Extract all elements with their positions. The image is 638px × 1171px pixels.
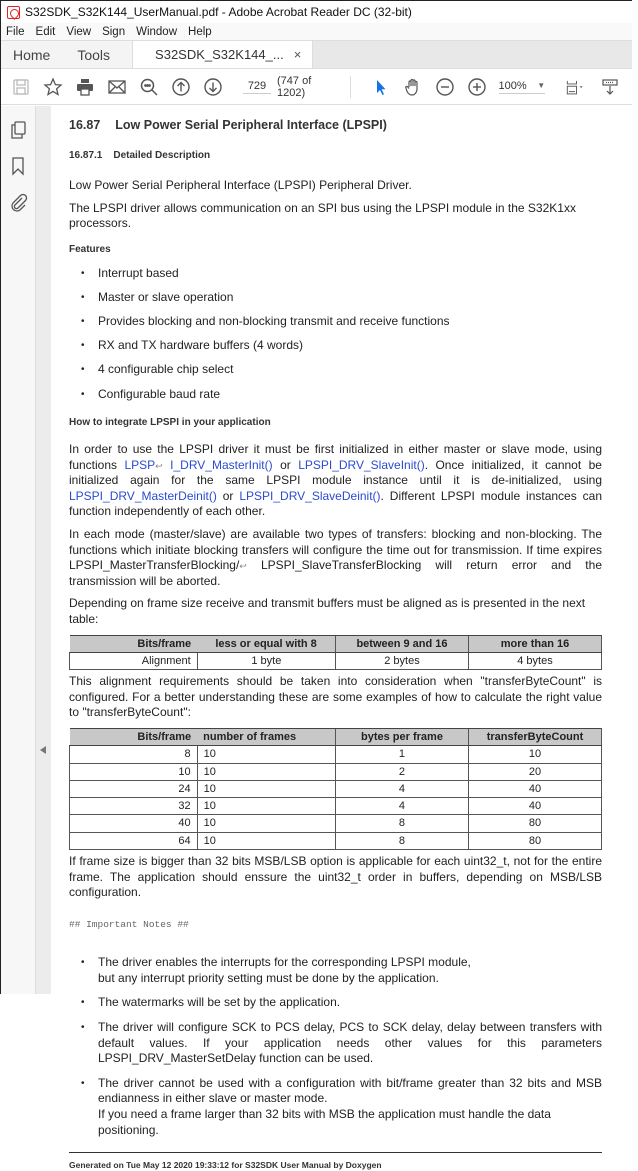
- link-master-deinit[interactable]: LPSPI_DRV_MasterDeinit(): [69, 488, 217, 503]
- page-up-icon[interactable]: [171, 76, 191, 98]
- footer-divider: [69, 1152, 602, 1153]
- table-cell: 20: [468, 763, 601, 780]
- alignment-table: [69, 635, 602, 671]
- howto-heading: How to integrate LPSPI in your application: [69, 417, 271, 429]
- howto-paragraph-3: Depending on frame size receive and transmit buffers must be aligned as is presented in the next table:: [69, 596, 586, 627]
- title-bar: [1, 1, 632, 23]
- list-item: [81, 1020, 602, 1067]
- table-cell: 10: [197, 746, 335, 763]
- toolbar: [1, 68, 632, 105]
- section-title: Low Power Serial Peripheral Interface (LPSPI): [115, 118, 387, 132]
- section-heading: [69, 117, 602, 133]
- menu-help[interactable]: Help: [188, 25, 212, 38]
- table-cell: 40: [468, 780, 601, 797]
- menu-view[interactable]: View: [66, 25, 92, 38]
- zoom-out-icon[interactable]: [435, 76, 455, 98]
- table-cell: 80: [468, 832, 601, 849]
- table-header: between 9 and 16: [335, 635, 468, 652]
- line-continuation-icon: ↩: [239, 561, 247, 572]
- list-item: [81, 995, 602, 1011]
- text-run: . Once initialized, it cannot be initialized again for the same LPSPI module instance until it is de-initialized, using: [69, 457, 602, 488]
- list-item: • 4 configurable chip select: [81, 362, 602, 378]
- select-cursor-icon[interactable]: [371, 76, 391, 98]
- link-slave-deinit[interactable]: LPSPI_DRV_SlaveDeinit(): [239, 488, 381, 503]
- chevron-down-icon: ▼: [537, 81, 546, 90]
- section-number: 16.87: [69, 118, 101, 132]
- table-cell: 8: [70, 746, 198, 763]
- table-cell: 4 bytes: [468, 652, 601, 669]
- note-line: The driver will configure SCK to PCS delay, PCS to SCK delay, delay between transfers with default values. If your application needs other values for this parameters LPSPI_DRV_MasterSetDelay function can be used.: [98, 1019, 602, 1066]
- features-list: [81, 266, 602, 402]
- page-thumbnails-icon[interactable]: [8, 120, 28, 140]
- print-icon[interactable]: [75, 76, 95, 98]
- list-item: [81, 955, 602, 986]
- table-row: [70, 798, 602, 815]
- link-slave-init[interactable]: LPSPI_DRV_SlaveInit(): [298, 457, 425, 472]
- table-header: Bits/frame: [70, 729, 198, 746]
- list-item: • Master or slave operation: [81, 290, 602, 306]
- table-cell: 40: [468, 798, 601, 815]
- menu-file[interactable]: File: [6, 25, 25, 38]
- table-cell: 80: [468, 815, 601, 832]
- subsection-heading: [69, 149, 602, 162]
- zoom-level-value: 100%: [498, 79, 527, 92]
- menu-edit[interactable]: Edit: [35, 25, 56, 38]
- table-cell: 10: [468, 746, 601, 763]
- tab-tools[interactable]: Tools: [63, 41, 132, 68]
- bookmarks-icon[interactable]: [8, 156, 28, 176]
- text-run: In each mode (master/slave) are available two types of transfers: blocking and non-blocking. The functions which initiate blocking transfers will configure the time out for transmission. If time expires LPSPI_MasterTransferBlocking/: [69, 527, 602, 573]
- menu-sign[interactable]: Sign: [102, 25, 126, 38]
- table-header: bytes per frame: [335, 729, 468, 746]
- note-line: but any interrupt priority setting must be done by the application.: [98, 970, 439, 985]
- table-cell: 2: [335, 763, 468, 780]
- howto-paragraph-2: [69, 527, 602, 589]
- table-cell: 32: [70, 798, 198, 815]
- menu-bar: [1, 23, 632, 40]
- text-run: or: [216, 488, 240, 503]
- table-header: more than 16: [468, 635, 601, 652]
- page-footer: Generated on Tue May 12 2020 19:33:12 for S32SDK User Manual by Doxygen: [69, 1160, 382, 1171]
- text-run: or: [272, 457, 299, 472]
- link-text: I_DRV_MasterInit(): [170, 457, 273, 472]
- note-line: The driver enables the interrupts for the corresponding LPSPI module,: [98, 955, 471, 970]
- example-table: [69, 728, 602, 850]
- text-run: LPSPI_SlaveTransferBlocking will return error and the transmission will be aborted.: [69, 558, 602, 588]
- navigation-pane: [1, 106, 36, 994]
- list-item: • Interrupt based: [81, 266, 602, 282]
- notes-list: [81, 955, 602, 1138]
- table-cell: 10: [197, 763, 335, 780]
- table-cell: 40: [70, 815, 198, 832]
- list-item: • Provides blocking and non-blocking transmit and receive functions: [81, 314, 602, 330]
- table-row: [70, 746, 602, 763]
- tab-document[interactable]: [132, 41, 313, 68]
- table-header: less or equal with 8: [197, 635, 335, 652]
- content-area: [1, 106, 632, 1171]
- features-heading: Features: [69, 244, 111, 256]
- search-icon[interactable]: [139, 76, 159, 98]
- page-count: (747 of 1202): [277, 74, 312, 99]
- table-cell: 8: [335, 832, 468, 849]
- toolbar-divider: [350, 76, 351, 98]
- subsection-title: Detailed Description: [113, 150, 211, 162]
- table-cell: 10: [197, 815, 335, 832]
- menu-window[interactable]: Window: [136, 25, 178, 38]
- side-panel-gutter: [36, 106, 51, 994]
- table-row: [70, 652, 602, 669]
- table-row: [70, 815, 602, 832]
- table-cell: 24: [70, 780, 198, 797]
- zoom-in-icon[interactable]: [467, 76, 487, 98]
- howto-paragraph-1: [69, 442, 602, 520]
- alignment-note: This alignment requirements should be taken into consideration when "transferByteCount" is configured. For a better understanding these are some examples of how to calculate the right value to "transferByteCount":: [69, 674, 602, 720]
- table-row: [70, 763, 602, 780]
- list-item: • RX and TX hardware buffers (4 words): [81, 338, 602, 354]
- tab-bar: [1, 40, 632, 68]
- document-tab-label: S32SDK_S32K144_...: [155, 47, 284, 62]
- table-header: number of frames: [197, 729, 335, 746]
- frame-size-note: If frame size is bigger than 32 bits MSB/LSB option is applicable for each uint32_t, not for the entire frame. The application should enssure the uint32_t order in buffers, depending on MSB/LSB configuration.: [69, 854, 602, 900]
- note-line: If you need a frame larger than 32 bits with MSB the application must handle the data positioning.: [98, 1106, 551, 1137]
- text-run: . Different LPSPI module instances can function independently of each other.: [69, 488, 602, 519]
- table-header: transferByteCount: [468, 729, 601, 746]
- table-cell: 1 byte: [197, 652, 335, 669]
- subsection-number: 16.87.1: [69, 150, 103, 162]
- text-run: In order to use the LPSPI driver it must be first initialized in either master or slave mode, using functions: [69, 442, 602, 472]
- table-cell: 8: [335, 815, 468, 832]
- table-cell: 1: [335, 746, 468, 763]
- bookmark-star-icon[interactable]: [43, 76, 63, 98]
- scrolling-mode-icon[interactable]: [600, 76, 620, 98]
- important-notes-heading: ## Important Notes ##: [69, 918, 189, 930]
- save-icon[interactable]: [11, 76, 31, 98]
- tab-home[interactable]: Home: [1, 41, 63, 68]
- list-item: [81, 1076, 602, 1138]
- close-tab-icon[interactable]: ×: [293, 47, 302, 62]
- table-cell: 64: [70, 832, 198, 849]
- line-continuation-icon: ↩: [155, 460, 163, 471]
- attachments-icon[interactable]: [8, 192, 28, 212]
- note-line: • The driver cannot be used with a configuration with bit/frame greater than 32 bits and MSB endianness in either slave or master mode.: [98, 1075, 602, 1106]
- list-item: • Configurable baud rate: [81, 387, 602, 403]
- page-fit-icon[interactable]: [561, 76, 588, 98]
- table-cell: 4: [335, 780, 468, 797]
- email-icon[interactable]: [107, 76, 127, 98]
- table-row: [70, 780, 602, 797]
- table-cell: 4: [335, 798, 468, 815]
- table-cell: 10: [70, 763, 198, 780]
- link-text: LPSP: [124, 457, 156, 472]
- table-header: Bits/frame: [70, 635, 198, 652]
- table-cell: Alignment: [70, 652, 198, 669]
- table-cell: 10: [197, 832, 335, 849]
- page-number-input[interactable]: [243, 80, 271, 94]
- note-line: The watermarks will be set by the application.: [98, 995, 341, 1010]
- table-row: [70, 832, 602, 849]
- pdf-page: [51, 106, 632, 1171]
- table-cell: 10: [197, 798, 335, 815]
- link-master-init[interactable]: [124, 458, 272, 472]
- hand-icon[interactable]: [403, 76, 423, 98]
- window-title: S32SDK_S32K144_UserManual.pdf - Adobe Acrobat Reader DC (32-bit): [25, 5, 412, 19]
- expand-panel-icon[interactable]: [40, 746, 46, 754]
- table-cell: 2 bytes: [335, 652, 468, 669]
- intro-line-1: Low Power Serial Peripheral Interface (LPSPI) Peripheral Driver.: [69, 178, 412, 193]
- table-cell: 10: [197, 780, 335, 797]
- page-down-icon[interactable]: [203, 76, 223, 98]
- zoom-level-select[interactable]: [499, 80, 546, 94]
- intro-line-2: The LPSPI driver allows communication on an SPI bus using the LPSPI module in the S32K1xx processors.: [69, 200, 576, 231]
- acrobat-pdf-icon: [7, 6, 20, 19]
